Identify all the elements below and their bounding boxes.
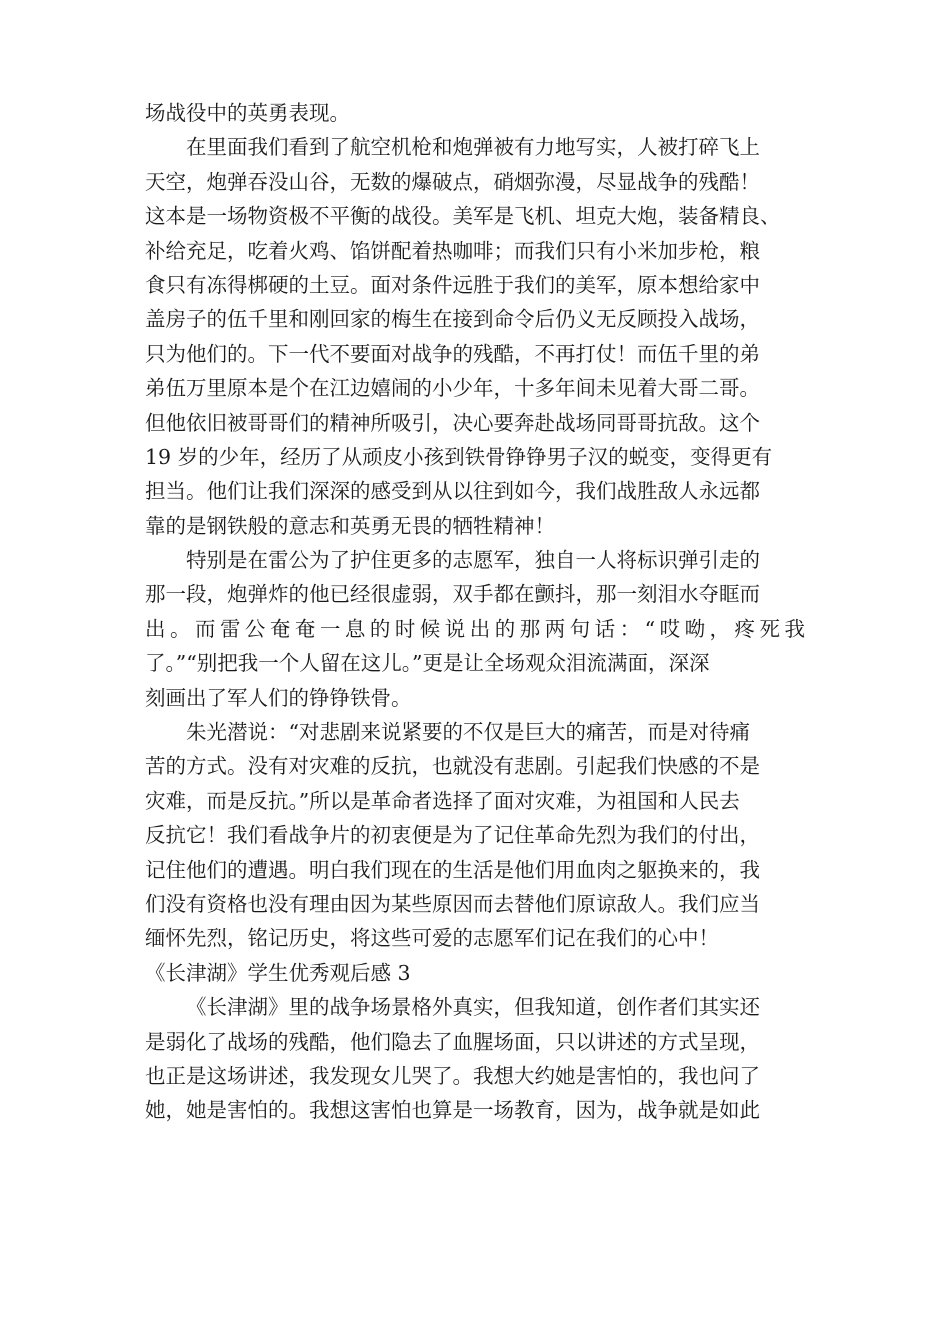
text-line: 出。而雷公奄奄一息的时候说出的那两句话：“哎呦，疼死我 — [145, 616, 805, 641]
paragraph-start: 在里面我们看到了航空机枪和炮弹被有力地写实，人被打碎飞上 — [186, 135, 760, 160]
text-line: 这本是一场物资极不平衡的战役。美军是飞机、坦克大炮，装备精良、 — [145, 204, 781, 229]
text-line: 担当。他们让我们深深的感受到从以往到如今，我们战胜敌人永远都 — [145, 479, 760, 504]
text-line: 灾难，而是反抗。”所以是革命者选择了面对灾难，为祖国和人民去 — [145, 788, 740, 813]
text-line: 刻画出了军人们的铮铮铁骨。 — [145, 685, 412, 710]
text-line: 食只有冻得梆硬的土豆。面对条件远胜于我们的美军，原本想给家中 — [145, 272, 760, 297]
document-body — [145, 96, 805, 1128]
text-line: 盖房子的伍千里和刚回家的梅生在接到命令后仍义无反顾投入战场， — [145, 307, 760, 332]
paragraph-start: 《长津湖》里的战争场景格外真实，但我知道，创作者们其实还 — [186, 995, 760, 1020]
text-line: 她，她是害怕的。我想这害怕也算是一场教育，因为，战争就是如此 — [145, 1098, 760, 1123]
text-line: 场战役中的英勇表现。 — [145, 101, 350, 125]
text-line: 天空，炮弹吞没山谷，无数的爆破点，硝烟弥漫，尽显战争的残酷！ — [145, 169, 760, 194]
text-line: 苦的方式。没有对灾难的反抗，也就没有悲剧。引起我们快感的不是 — [145, 754, 760, 779]
text-line: 也正是这场讲述，我发现女儿哭了。我想大约她是害怕的，我也问了 — [145, 1063, 760, 1088]
paragraph-start: 特别是在雷公为了护住更多的志愿军，独自一人将标识弹引走的 — [186, 548, 760, 573]
text-line: 那一段，炮弹炸的他已经很虚弱，双手都在颤抖，那一刻泪水夺眶而 — [145, 582, 760, 607]
text-line: 们没有资格也没有理由因为某些原因而去替他们原谅敌人。我们应当 — [145, 891, 760, 916]
section-heading: 《长津湖》学生优秀观后感 3 — [145, 960, 411, 985]
text-line: 但他依旧被哥哥们的精神所吸引，决心要奔赴战场同哥哥抗敌。这个 — [145, 410, 760, 435]
text-line: 弟伍万里原本是个在江边嬉闹的小少年，十多年间未见着大哥二哥。 — [145, 376, 760, 401]
text-line: 缅怀先烈，铭记历史，将这些可爱的志愿军们记在我们的心中！ — [145, 926, 719, 951]
text-line: 反抗它！我们看战争片的初衷便是为了记住革命先烈为我们的付出， — [145, 823, 760, 848]
text-line: 19 岁的少年，经历了从顽皮小孩到铁骨铮铮男子汉的蜕变，变得更有 — [145, 444, 773, 469]
text-line: 靠的是钢铁般的意志和英勇无畏的牺牲精神！ — [145, 513, 555, 538]
text-line: 补给充足，吃着火鸡、馅饼配着热咖啡；而我们只有小米加步枪，粮 — [145, 238, 760, 263]
paragraph-start: 朱光潜说：“对悲剧来说紧要的不仅是巨大的痛苦，而是对待痛 — [186, 720, 750, 745]
text-line: 只为他们的。下一代不要面对战争的残酷，不再打仗！而伍千里的弟 — [145, 341, 760, 366]
text-line: 是弱化了战场的残酷，他们隐去了血腥场面，只以讲述的方式呈现， — [145, 1029, 760, 1054]
text-line: 记住他们的遭遇。明白我们现在的生活是他们用血肉之躯换来的，我 — [145, 857, 760, 882]
text-line: 了。”“别把我一个人留在这儿。”更是让全场观众泪流满面，深深 — [145, 651, 710, 676]
